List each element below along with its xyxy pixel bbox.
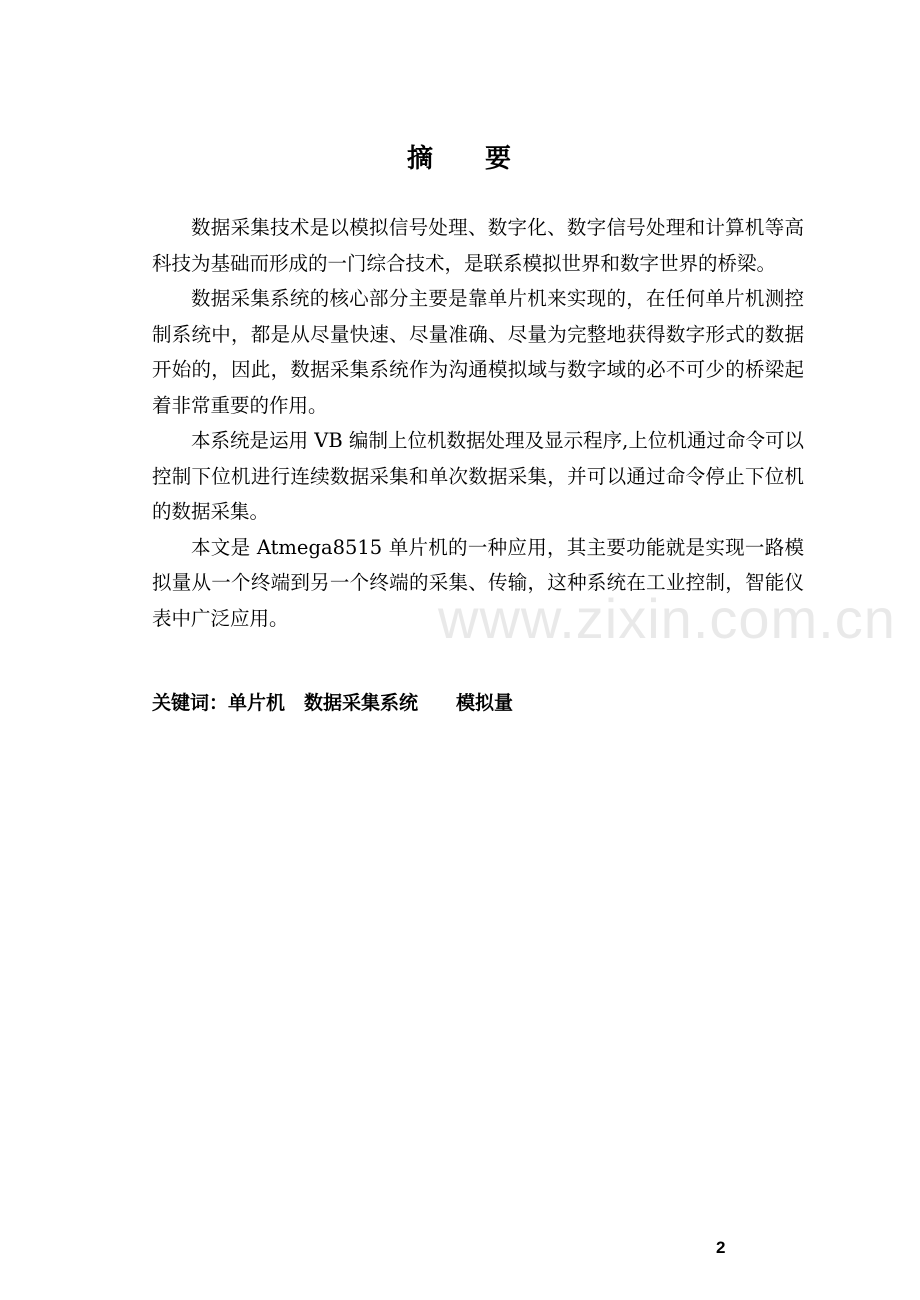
paragraph-4: 本文是 Atmega8515 单片机的一种应用，其主要功能就是实现一路模拟量从一个终端到另一个终端的采集、传输，这种系统在工业控制，智能仪表中广泛应用。	[152, 535, 804, 630]
abstract-body	[152, 210, 804, 636]
paragraph-3: 本系统是运用 VB 编制上位机数据处理及显示程序,上位机通过命令可以控制下位机进行连续数据采集和单次数据采集，并可以通过命令停止下位机的数据采集。	[152, 429, 804, 523]
paragraph-1: 数据采集技术是以模拟信号处理、数字化、数字信号处理和计算机等高科技为基础而形成的一门综合技术，是联系模拟世界和数字世界的桥梁。	[152, 216, 804, 275]
title-char-2: 要	[485, 144, 514, 174]
watermark: www.zixin.com.cn	[438, 587, 896, 650]
paragraph-2: 数据采集系统的核心部分主要是靠单片机来实现的，在任何单片机测控制系统中，都是从尽量快速、尽量准确、尽量为完整地获得数字形式的数据开始的，因此，数据采集系统作为沟通模拟域与数字域的必不可少的桥梁起着非常重要的作用。	[152, 287, 804, 417]
keywords-line: 关键词：单片机 数据采集系统 模拟量	[152, 692, 514, 714]
page-number: 2	[716, 1238, 726, 1257]
title-char-1: 摘	[406, 144, 435, 174]
page-title	[0, 138, 920, 175]
